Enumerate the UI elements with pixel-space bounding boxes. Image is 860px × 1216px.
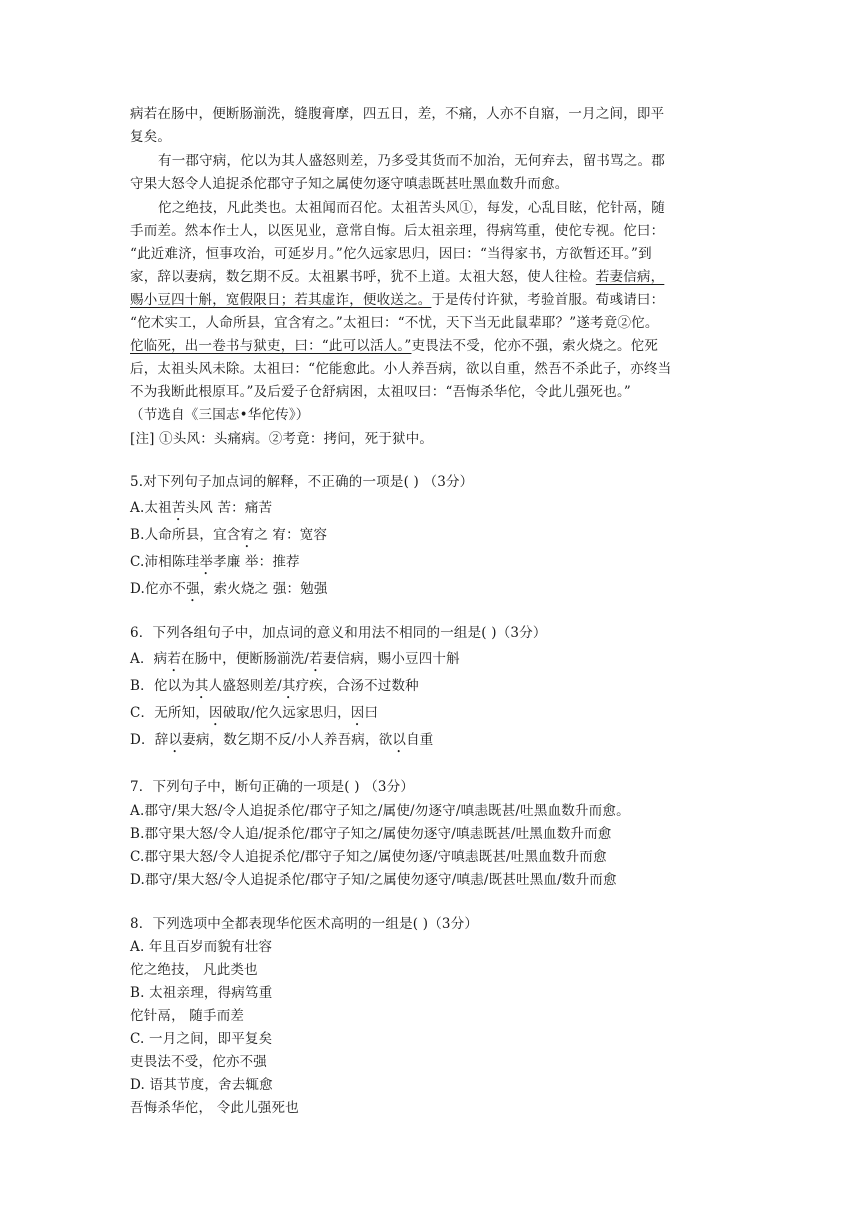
q6-option-c — [130, 702, 730, 729]
dotted-word: 以 — [392, 732, 407, 748]
passage-text: 吏畏法不受，佗亦不强，索火烧之。佗死 — [411, 338, 659, 354]
question-5-stem: 5.对下列句子加点词的解释，不正确的一项是( ) （3分） — [130, 474, 474, 490]
question-6-stem: 6．下列各组句子中，加点词的意义和用法不相同的一组是( )（3分） — [130, 625, 547, 641]
q6-option-a — [130, 648, 730, 675]
passage-line: “佗术实工，人命所县，宜含宥之。”太祖曰：“不忧，天下当无此鼠辈耶？”遂考竟②佗。 — [130, 315, 659, 331]
option-text: 之 宥：宽容 — [254, 527, 328, 543]
passage-line: “此近难济，恒事攻治，可延岁月。”佗久远家思归，因曰：“当得家书，方欲暂还耳。”到 — [130, 246, 652, 262]
option-text: B.人命所县，宜含 — [130, 527, 241, 543]
option-text: A.太祖 — [130, 500, 172, 516]
q8-option-d-line1: D. 语其节度，舍去辄愈 — [130, 1077, 273, 1093]
dotted-word: 若 — [309, 651, 323, 667]
question-7-stem: 7．下列句子中，断句正确的一项是( ) （3分） — [130, 779, 415, 795]
q6-option-b — [130, 675, 730, 702]
option-text: 自重 — [406, 732, 434, 748]
option-text: A．病 — [130, 651, 168, 667]
passage-line: 手而差。然本作士人，以医见业，意常自悔。后太祖亲理，得病笃重，使佗专视。佗曰： — [130, 223, 665, 239]
question-8-stem: 8．下列选项中全都表现华佗医术高明的一组是( )（3分） — [130, 916, 479, 932]
option-text: 破取/佗久远家思归， — [222, 705, 351, 721]
q7-option-b: B.郡守果大怒/令人追/捉杀佗/郡守子知之/属使勿逐守/嗔恚既甚/吐黑血数升而愈 — [130, 826, 612, 842]
passage-line: 病若在肠中，便断肠湔洗，缝腹膏摩，四五日，差，不痛，人亦不自寤，一月之间，即平 — [130, 106, 665, 122]
option-text: C．无所知， — [130, 705, 210, 721]
passage-line: 守果大怒令人追捉杀佗郡守子知之属使勿逐守嗔恚既甚吐黑血数升而愈。 — [130, 176, 569, 192]
passage-text: 于是传付许狱，考验首服。荀彧请曰： — [431, 292, 665, 308]
dotted-word: 因 — [350, 705, 365, 721]
dotted-word: 苦 — [171, 500, 186, 516]
passage-line — [130, 289, 730, 311]
q8-option-c-line1: C. 一月之间，即平复矣 — [130, 1031, 273, 1047]
underlined-sentence: 赐小豆四十斛，宽假限日；若其虚诈，便收送之。 — [130, 292, 432, 308]
q8-option-a-line1: A. 年且百岁而貌有壮容 — [130, 939, 273, 955]
source-citation: （节选自《三国志•华佗传》） — [130, 407, 310, 423]
passage-line: 佗之绝技，凡此类也。太祖闻而召佗。太祖苦头风①，每发，心乱目眩，佗针鬲，随 — [158, 200, 665, 216]
q8-option-b-line2: 佗针鬲， 随手而差 — [130, 1008, 245, 1024]
q5-option-c — [130, 551, 730, 578]
passage-line: 不为我断此根原耳。”及后爱子仓舒病困，太祖叹曰：“吾悔杀华佗，令此儿强死也。” — [130, 384, 632, 400]
option-text: C.沛相陈珪 — [130, 554, 200, 570]
option-text: 曰 — [364, 705, 379, 721]
passage-text: 家，辞以妻病，数乞期不反。太祖累书呼，犹不上道。太祖大怒，使人往检。 — [130, 269, 596, 285]
underlined-sentence: 佗临死，出一卷书与狱吏，曰：“此可以活人。” — [130, 338, 412, 354]
option-text: 头风 苦：痛苦 — [185, 500, 273, 516]
option-text: 人盛怒则差/ — [208, 678, 282, 694]
dotted-word: 若 — [167, 651, 182, 667]
passage-line: 复矣。 — [130, 129, 172, 145]
q8-option-d-line2: 吾悔杀华佗， 令此儿强死也 — [130, 1100, 299, 1116]
footnote: [注] ①头风：头痛病。②考竟：拷问，死于狱中。 — [130, 431, 434, 447]
option-text: 妻信病，赐小豆四十斛 — [322, 651, 460, 667]
option-text: D．辞 — [130, 732, 169, 748]
option-text: 疗疾，合汤不过数种 — [295, 678, 419, 694]
q5-option-b — [130, 524, 730, 551]
passage-line: 有一郡守病，佗以为其人盛怒则差，乃多受其货而不加治，无何弃去，留书骂之。郡 — [158, 153, 665, 169]
option-text: 孝廉 举：推荐 — [213, 554, 300, 570]
passage-line: 后，太祖头风未除。太祖曰：“佗能愈此。小人养吾病，欲以自重，然吾不杀此子，亦终当 — [130, 361, 672, 377]
option-text: B．佗以为 — [130, 678, 195, 694]
option-text: ，索火烧之 强：勉强 — [199, 581, 328, 597]
underlined-sentence: 若妻信病， — [595, 269, 665, 285]
dotted-word: 其 — [194, 678, 209, 694]
q8-option-b-line1: B. 太祖亲理，得病笃重 — [130, 985, 273, 1001]
q6-option-d — [130, 729, 730, 756]
dotted-word: 其 — [281, 678, 296, 694]
q5-option-a — [130, 497, 730, 524]
dotted-word: 强 — [186, 581, 200, 597]
option-text: 妻病，数乞期不反/小人养吾病，欲 — [182, 732, 393, 748]
passage-line — [130, 266, 730, 288]
dotted-word: 以 — [168, 732, 183, 748]
q7-option-c: C.郡守果大怒/令人追捉杀佗/郡守子知之/属使勿逐/守嗔恚既甚/吐黑血数升而愈 — [130, 849, 607, 865]
option-text: 在肠中，便断肠湔洗/ — [181, 651, 310, 667]
passage-line — [130, 335, 730, 357]
dotted-word: 因 — [209, 705, 223, 721]
option-text: D.佗亦不 — [130, 581, 187, 597]
q7-option-a: A.郡守/果大怒/令人追捉杀佗/郡守子知之/属使/勿逐守/嗔恚既甚/吐黑血数升而愈。 — [130, 803, 630, 819]
dotted-word: 宥 — [240, 527, 255, 543]
q5-option-d — [130, 578, 730, 605]
q8-option-a-line2: 佗之绝技， 凡此类也 — [130, 962, 258, 978]
q7-option-d: D.郡守/果大怒/令人追捉杀佗/郡守子知/之属使勿逐守/嗔恚/既甚吐黑血/数升而愈 — [130, 872, 617, 888]
dotted-word: 举 — [199, 554, 214, 570]
q8-option-c-line2: 吏畏法不受，佗亦不强 — [130, 1054, 267, 1070]
